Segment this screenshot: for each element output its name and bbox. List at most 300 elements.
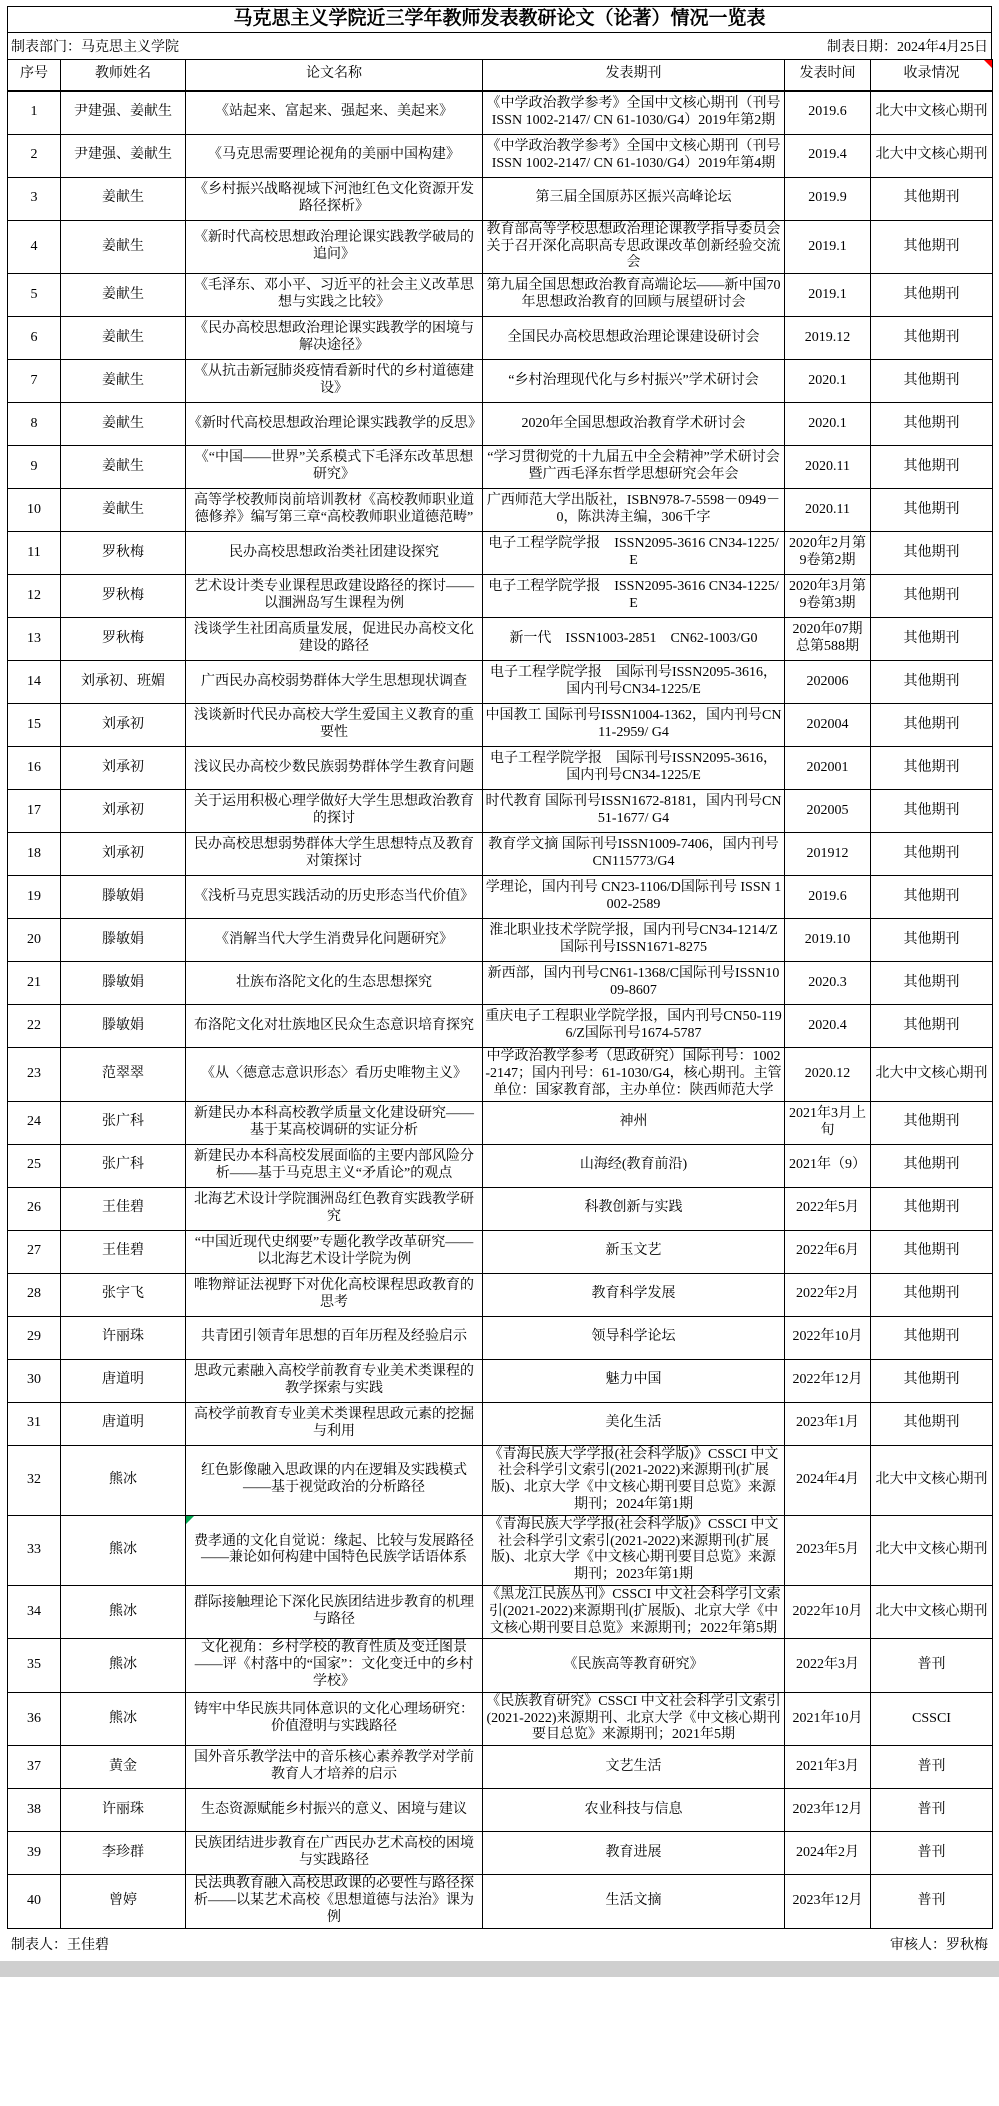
cell-index-status: 其他期刊 <box>871 360 993 403</box>
cell-publish-date: 2019.10 <box>785 919 871 962</box>
cell-paper-title: 《毛泽东、邓小平、习近平的社会主义改革思想与实践之比较》 <box>186 274 483 317</box>
cell-paper-title: 布洛陀文化对壮族地区民众生态意识培育探究 <box>186 1005 483 1048</box>
cell-index: 27 <box>8 1230 61 1273</box>
table-row <box>8 1875 993 1928</box>
cell-index: 8 <box>8 403 61 446</box>
cell-paper-title: 艺术设计类专业课程思政建设路径的探讨——以涠洲岛写生课程为例 <box>186 575 483 618</box>
cell-journal: 文艺生活 <box>483 1746 785 1789</box>
table-row <box>8 1586 993 1639</box>
cell-teacher-name: 张广科 <box>61 1101 186 1144</box>
cell-publish-date: 2022年10月 <box>785 1586 871 1639</box>
cell-teacher-name: 唐道明 <box>61 1359 186 1402</box>
cell-index-status: 北大中文核心期刊 <box>871 91 993 135</box>
table-row <box>8 446 993 489</box>
cell-index-status: CSSCI <box>871 1692 993 1745</box>
cell-teacher-name: 姜献生 <box>61 360 186 403</box>
cell-teacher-name: 范翠翠 <box>61 1048 186 1101</box>
cell-index-status: 北大中文核心期刊 <box>871 1048 993 1101</box>
header-row <box>8 59 993 91</box>
cell-teacher-name: 刘承初、班媚 <box>61 661 186 704</box>
cell-publish-date: 2020.12 <box>785 1048 871 1101</box>
cell-journal: 电子工程学院学报 ISSN2095-3616 CN34-1225/E <box>483 532 785 575</box>
cell-journal: 新一代 ISSN1003-2851 CN62-1003/G0 <box>483 618 785 661</box>
cell-index-status: 其他期刊 <box>871 1144 993 1187</box>
cell-paper-title: 《从〈德意志意识形态〉看历史唯物主义》 <box>186 1048 483 1101</box>
cell-index: 30 <box>8 1359 61 1402</box>
cell-publish-date: 2020.11 <box>785 446 871 489</box>
cell-publish-date: 2022年2月 <box>785 1273 871 1316</box>
cell-index-status: 其他期刊 <box>871 1359 993 1402</box>
table-row <box>8 1789 993 1832</box>
reviewer-label: 审核人：罗秋梅 <box>890 1937 988 1953</box>
cell-index-status: 普刊 <box>871 1746 993 1789</box>
column-header-journal: 发表期刊 <box>483 59 785 91</box>
cell-teacher-name: 罗秋梅 <box>61 575 186 618</box>
cell-index: 18 <box>8 833 61 876</box>
cell-publish-date: 2021年10月 <box>785 1692 871 1745</box>
cell-index: 4 <box>8 220 61 273</box>
table-row <box>8 790 993 833</box>
cell-journal: 农业科技与信息 <box>483 1789 785 1832</box>
cell-journal: 教育学文摘 国际刊号ISSN1009-7406，国内刊号CN115773/G4 <box>483 833 785 876</box>
cell-index: 10 <box>8 489 61 532</box>
cell-paper-title: 共青团引领青年思想的百年历程及经验启示 <box>186 1316 483 1359</box>
cell-index: 19 <box>8 876 61 919</box>
cell-index: 5 <box>8 274 61 317</box>
footer-bar <box>7 1929 992 1961</box>
table-row <box>8 1005 993 1048</box>
cell-journal: 电子工程学院学报 ISSN2095-3616 CN34-1225/E <box>483 575 785 618</box>
cell-index-status: 其他期刊 <box>871 575 993 618</box>
cell-paper-title: 《乡村振兴战略视域下河池红色文化资源开发路径探析》 <box>186 177 483 220</box>
cell-publish-date: 2022年12月 <box>785 1359 871 1402</box>
cell-publish-date: 2021年3月 <box>785 1746 871 1789</box>
table-row <box>8 360 993 403</box>
cell-index: 39 <box>8 1832 61 1875</box>
cell-index: 6 <box>8 317 61 360</box>
table-row <box>8 274 993 317</box>
cell-index: 7 <box>8 360 61 403</box>
cell-paper-title: 民办高校思想弱势群体大学生思想特点及教育对策探讨 <box>186 833 483 876</box>
cell-journal: 学理论，国内刊号 CN23-1106/D国际刊号 ISSN 1002-2589 <box>483 876 785 919</box>
cell-index: 3 <box>8 177 61 220</box>
cell-publish-date: 2023年1月 <box>785 1402 871 1445</box>
cell-paper-title: 高等学校教师岗前培训教材《高校教师职业道德修养》编写第三章“高校教师职业道德范畴” <box>186 489 483 532</box>
cell-index: 12 <box>8 575 61 618</box>
cell-index: 32 <box>8 1445 61 1515</box>
table-row <box>8 919 993 962</box>
cell-index-status: 其他期刊 <box>871 1187 993 1230</box>
cell-publish-date: 2022年10月 <box>785 1316 871 1359</box>
cell-publish-date: 201912 <box>785 833 871 876</box>
cell-index-status: 普刊 <box>871 1639 993 1692</box>
table-row <box>8 1359 993 1402</box>
cell-teacher-name: 罗秋梅 <box>61 618 186 661</box>
cell-teacher-name: 许丽珠 <box>61 1789 186 1832</box>
cell-teacher-name: 尹建强、姜献生 <box>61 91 186 135</box>
cell-journal: 《民族高等教育研究》 <box>483 1639 785 1692</box>
table-row <box>8 1445 993 1515</box>
cell-publish-date: 2020.4 <box>785 1005 871 1048</box>
cell-index: 26 <box>8 1187 61 1230</box>
cell-index: 31 <box>8 1402 61 1445</box>
cell-journal: 第三届全国原苏区振兴高峰论坛 <box>483 177 785 220</box>
cell-publish-date: 2024年4月 <box>785 1445 871 1515</box>
comment-red-triangle-icon <box>984 60 992 68</box>
cell-journal: 《中学政治教学参考》全国中文核心期刊（刊号ISSN 1002-2147/ CN 61-1030/G4）2019年第2期 <box>483 91 785 135</box>
cell-paper-title: 红色影像融入思政课的内在逻辑及实践模式——基于视觉政治的分析路径 <box>186 1445 483 1515</box>
table-row <box>8 1639 993 1692</box>
cell-paper-title: 浅谈学生社团高质量发展，促进民办高校文化建设的路径 <box>186 618 483 661</box>
cell-index-status: 其他期刊 <box>871 919 993 962</box>
cell-index-status: 其他期刊 <box>871 317 993 360</box>
cell-journal: 《中学政治教学参考》全国中文核心期刊（刊号ISSN 1002-2147/ CN 61-1030/G4）2019年第4期 <box>483 134 785 177</box>
cell-paper-title: 新建民办本科高校发展面临的主要内部风险分析——基于马克思主义“矛盾论”的观点 <box>186 1144 483 1187</box>
cell-paper-title: 文化视角：乡村学校的教育性质及变迁图景——评《村落中的“国家”：文化变迁中的乡村学校》 <box>186 1639 483 1692</box>
dept-label: 制表部门：马克思主义学院 <box>11 39 179 55</box>
cell-publish-date: 2020年07期总第588期 <box>785 618 871 661</box>
cell-index-status: 其他期刊 <box>871 177 993 220</box>
cell-paper-title: 广西民办高校弱势群体大学生思想现状调查 <box>186 661 483 704</box>
table-row <box>8 1187 993 1230</box>
cell-journal: 《青海民族大学学报(社会科学版)》CSSCI 中文社会科学引文索引(2021-2022)来源期刊(扩展版)、北京大学《中文核心期刊要目总览》来源期刊；2023年第1期 <box>483 1515 785 1585</box>
cell-teacher-name: 滕敏娟 <box>61 962 186 1005</box>
cell-index-status: 其他期刊 <box>871 1316 993 1359</box>
cell-publish-date: 2022年5月 <box>785 1187 871 1230</box>
cell-teacher-name: 王佳碧 <box>61 1230 186 1273</box>
table-row <box>8 1832 993 1875</box>
cell-teacher-name: 滕敏娟 <box>61 876 186 919</box>
cell-teacher-name: 刘承初 <box>61 747 186 790</box>
cell-paper-title: 《马克思需要理论视角的美丽中国构建》 <box>186 134 483 177</box>
cell-index-status: 普刊 <box>871 1832 993 1875</box>
cell-index: 17 <box>8 790 61 833</box>
cell-publish-date: 2020.1 <box>785 403 871 446</box>
cell-index: 33 <box>8 1515 61 1585</box>
cell-publish-date: 2019.12 <box>785 317 871 360</box>
table-row <box>8 1402 993 1445</box>
cell-teacher-name: 刘承初 <box>61 790 186 833</box>
cell-index: 38 <box>8 1789 61 1832</box>
cell-index: 13 <box>8 618 61 661</box>
cell-paper-title: “中国近现代史纲要”专题化教学改革研究——以北海艺术设计学院为例 <box>186 1230 483 1273</box>
preparer-label: 制表人：王佳碧 <box>11 1937 109 1953</box>
cell-index-status: 北大中文核心期刊 <box>871 1445 993 1515</box>
cell-index: 16 <box>8 747 61 790</box>
cell-paper-title: 民族团结进步教育在广西民办艺术高校的困境与实践路径 <box>186 1832 483 1875</box>
cell-index-status: 普刊 <box>871 1875 993 1928</box>
cell-index-status: 其他期刊 <box>871 274 993 317</box>
cell-index-status: 普刊 <box>871 1789 993 1832</box>
cell-teacher-name: 黄金 <box>61 1746 186 1789</box>
cell-publish-date: 202004 <box>785 704 871 747</box>
cell-publish-date: 202001 <box>785 747 871 790</box>
table-body <box>8 91 993 1928</box>
table-row <box>8 1273 993 1316</box>
cell-teacher-name: 姜献生 <box>61 317 186 360</box>
cell-journal: 电子工程学院学报 国际刊号ISSN2095-3616，国内刊号CN34-1225/E <box>483 747 785 790</box>
cell-journal: 《青海民族大学学报(社会科学版)》CSSCI 中文社会科学引文索引(2021-2022)来源期刊(扩展版)、北京大学《中文核心期刊要目总览》来源期刊；2024年第1期 <box>483 1445 785 1515</box>
table-header-row <box>8 59 993 91</box>
cell-publish-date: 2022年3月 <box>785 1639 871 1692</box>
cell-index: 22 <box>8 1005 61 1048</box>
cell-publish-date: 2020.3 <box>785 962 871 1005</box>
cell-paper-title: 群际接触理论下深化民族团结进步教育的机理与路径 <box>186 1586 483 1639</box>
cell-index: 14 <box>8 661 61 704</box>
date-label: 制表日期：2024年4月25日 <box>827 39 988 55</box>
cell-index: 28 <box>8 1273 61 1316</box>
table-row <box>8 1048 993 1101</box>
cell-journal: 2020年全国思想政治教育学术研讨会 <box>483 403 785 446</box>
column-header-index-status: 收录情况 <box>871 59 993 91</box>
cell-index-status: 其他期刊 <box>871 220 993 273</box>
cell-journal: 魅力中国 <box>483 1359 785 1402</box>
cell-index: 15 <box>8 704 61 747</box>
table-row <box>8 317 993 360</box>
table-row <box>8 661 993 704</box>
cell-publish-date: 202006 <box>785 661 871 704</box>
cell-journal: 神州 <box>483 1101 785 1144</box>
meta-bar <box>7 33 992 60</box>
cell-publish-date: 2023年12月 <box>785 1789 871 1832</box>
table-row <box>8 134 993 177</box>
cell-index-status: 其他期刊 <box>871 962 993 1005</box>
cell-journal: 中学政治教学参考（思政研究）国际刊号：1002-2147；国内刊号：61-1030/G4，核心期刊。主管单位：国家教育部，主办单位：陕西师范大学 <box>483 1048 785 1101</box>
cell-paper-title: 国外音乐教学法中的音乐核心素养教学对学前教育人才培养的启示 <box>186 1746 483 1789</box>
publications-table <box>7 59 993 1929</box>
cell-teacher-name: 刘承初 <box>61 704 186 747</box>
cell-teacher-name: 王佳碧 <box>61 1187 186 1230</box>
cell-index: 23 <box>8 1048 61 1101</box>
cell-index: 1 <box>8 91 61 135</box>
table-row <box>8 403 993 446</box>
cell-teacher-name: 熊冰 <box>61 1445 186 1515</box>
table-row <box>8 1746 993 1789</box>
cell-index-status: 其他期刊 <box>871 876 993 919</box>
cell-index-status: 其他期刊 <box>871 618 993 661</box>
cell-index-status: 其他期刊 <box>871 833 993 876</box>
cell-teacher-name: 张宇飞 <box>61 1273 186 1316</box>
cell-journal: 重庆电子工程职业学院学报，国内刊号CN50-1196/Z国际刊号1674-5787 <box>483 1005 785 1048</box>
column-header-publish-date: 发表时间 <box>785 59 871 91</box>
table-row <box>8 1230 993 1273</box>
cell-journal: 电子工程学院学报 国际刊号ISSN2095-3616，国内刊号CN34-1225/E <box>483 661 785 704</box>
table-row <box>8 532 993 575</box>
cell-teacher-name: 姜献生 <box>61 220 186 273</box>
cell-paper-title: 高校学前教育专业美术类课程思政元素的挖掘与利用 <box>186 1402 483 1445</box>
table-row <box>8 1692 993 1745</box>
cell-publish-date: 2020年2月第9卷第2期 <box>785 532 871 575</box>
cell-index-status: 其他期刊 <box>871 790 993 833</box>
cell-paper-title: 铸牢中华民族共同体意识的文化心理场研究：价值澄明与实践路径 <box>186 1692 483 1745</box>
cell-index: 29 <box>8 1316 61 1359</box>
cell-paper-title: 壮族布洛陀文化的生态思想探究 <box>186 962 483 1005</box>
cell-journal: 中国教工 国际刊号ISSN1004-1362，国内刊号CN11-2959/ G4 <box>483 704 785 747</box>
cell-teacher-name: 罗秋梅 <box>61 532 186 575</box>
column-header-index: 序号 <box>8 59 61 91</box>
cell-publish-date: 2019.1 <box>785 220 871 273</box>
cell-teacher-name: 姜献生 <box>61 274 186 317</box>
cell-index-status: 北大中文核心期刊 <box>871 134 993 177</box>
cell-journal: 生活文摘 <box>483 1875 785 1928</box>
table-row <box>8 618 993 661</box>
cell-publish-date: 2019.1 <box>785 274 871 317</box>
cell-paper-title: 民法典教育融入高校思政课的必要性与路径探析——以某艺术高校《思想道德与法治》课为例 <box>186 1875 483 1928</box>
cell-publish-date: 2021年（9） <box>785 1144 871 1187</box>
cell-journal: 科教创新与实践 <box>483 1187 785 1230</box>
table-row <box>8 91 993 135</box>
cell-index-status: 其他期刊 <box>871 1402 993 1445</box>
cell-index: 40 <box>8 1875 61 1928</box>
cell-paper-title: 浅谈新时代民办高校大学生爱国主义教育的重要性 <box>186 704 483 747</box>
table-row <box>8 177 993 220</box>
column-header-paper-title: 论文名称 <box>186 59 483 91</box>
cell-index-status: 其他期刊 <box>871 661 993 704</box>
cell-journal: 《民族教育研究》CSSCI 中文社会科学引文索引(2021-2022)来源期刊、北京大学《中文核心期刊要目总览》来源期刊；2021年5期 <box>483 1692 785 1745</box>
cell-index-status: 其他期刊 <box>871 747 993 790</box>
cell-teacher-name: 刘承初 <box>61 833 186 876</box>
table-row <box>8 1144 993 1187</box>
cell-publish-date: 2024年2月 <box>785 1832 871 1875</box>
cell-index: 21 <box>8 962 61 1005</box>
cell-teacher-name: 姜献生 <box>61 177 186 220</box>
cell-index: 34 <box>8 1586 61 1639</box>
cell-publish-date: 2019.6 <box>785 91 871 135</box>
cell-journal: 教育部高等学校思想政治理论课教学指导委员会关于召开深化高职高专思政课改革创新经验交流会 <box>483 220 785 273</box>
cell-journal: 领导科学论坛 <box>483 1316 785 1359</box>
cell-journal: 美化生活 <box>483 1402 785 1445</box>
cell-index: 35 <box>8 1639 61 1692</box>
cell-teacher-name: 熊冰 <box>61 1586 186 1639</box>
cell-paper-title: 《站起来、富起来、强起来、美起来》 <box>186 91 483 135</box>
cell-journal: “乡村治理现代化与乡村振兴”学术研讨会 <box>483 360 785 403</box>
cell-teacher-name: 许丽珠 <box>61 1316 186 1359</box>
cell-paper-title: 《浅析马克思实践活动的历史形态当代价值》 <box>186 876 483 919</box>
cell-publish-date: 2021年3月上旬 <box>785 1101 871 1144</box>
cell-paper-title: 《新时代高校思想政治理论课实践教学的反思》 <box>186 403 483 446</box>
cell-index-status: 北大中文核心期刊 <box>871 1515 993 1585</box>
cell-journal: “学习贯彻党的十九届五中全会精神”学术研讨会暨广西毛泽东哲学思想研究会年会 <box>483 446 785 489</box>
table-row <box>8 876 993 919</box>
cell-publish-date: 2020年3月第9卷第3期 <box>785 575 871 618</box>
table-row <box>8 1316 993 1359</box>
cell-publish-date: 2019.9 <box>785 177 871 220</box>
cell-index: 20 <box>8 919 61 962</box>
cell-publish-date: 2020.1 <box>785 360 871 403</box>
cell-index-status: 其他期刊 <box>871 704 993 747</box>
cell-index-status: 其他期刊 <box>871 446 993 489</box>
page-title: 马克思主义学院近三学年教师发表教研论文（论著）情况一览表 <box>7 6 992 33</box>
cell-journal: 全国民办高校思想政治理论课建设研讨会 <box>483 317 785 360</box>
cell-teacher-name: 熊冰 <box>61 1692 186 1745</box>
cell-publish-date: 2022年6月 <box>785 1230 871 1273</box>
table-row <box>8 747 993 790</box>
cell-journal: 《黑龙江民族丛刊》CSSCI 中文社会科学引文索引(2021-2022)来源期刊(扩展版)、北京大学《中文核心期刊要目总览》来源期刊；2022年第5期 <box>483 1586 785 1639</box>
table-row <box>8 575 993 618</box>
cell-paper-title: 《消解当代大学生消费异化问题研究》 <box>186 919 483 962</box>
cell-journal: 时代教育 国际刊号ISSN1672-8181，国内刊号CN51-1677/ G4 <box>483 790 785 833</box>
table-row <box>8 704 993 747</box>
cell-teacher-name: 熊冰 <box>61 1639 186 1692</box>
cell-paper-title: 新建民办本科高校教学质量文化建设研究——基于某高校调研的实证分析 <box>186 1101 483 1144</box>
cell-teacher-name: 姜献生 <box>61 403 186 446</box>
cell-journal: 新玉文艺 <box>483 1230 785 1273</box>
cell-teacher-name: 尹建强、姜献生 <box>61 134 186 177</box>
cell-index: 11 <box>8 532 61 575</box>
cell-paper-title: 《新时代高校思想政治理论课实践教学破局的追问》 <box>186 220 483 273</box>
cell-index-status: 其他期刊 <box>871 1101 993 1144</box>
cell-teacher-name: 张广科 <box>61 1144 186 1187</box>
cell-index: 25 <box>8 1144 61 1187</box>
cell-teacher-name: 滕敏娟 <box>61 919 186 962</box>
cell-paper-title: 民办高校思想政治类社团建设探究 <box>186 532 483 575</box>
cell-paper-title: 思政元素融入高校学前教育专业美术类课程的教学探索与实践 <box>186 1359 483 1402</box>
cell-teacher-name: 唐道明 <box>61 1402 186 1445</box>
cell-journal: 广西师范大学出版社，ISBN978-7-5598－0949－0，陈洪涛主编，306千字 <box>483 489 785 532</box>
cell-paper-title: 关于运用积极心理学做好大学生思想政治教育的探讨 <box>186 790 483 833</box>
cell-index: 24 <box>8 1101 61 1144</box>
table-row <box>8 1101 993 1144</box>
cell-publish-date: 2020.11 <box>785 489 871 532</box>
cell-index-status: 其他期刊 <box>871 403 993 446</box>
table-row <box>8 962 993 1005</box>
cell-paper-title: 唯物辩证法视野下对优化高校课程思政教育的思考 <box>186 1273 483 1316</box>
cell-paper-title: 《从抗击新冠肺炎疫情看新时代的乡村道德建设》 <box>186 360 483 403</box>
cell-teacher-name: 曾婷 <box>61 1875 186 1928</box>
cell-paper-title: 费孝通的文化自觉说：缘起、比较与发展路径——兼论如何构建中国特色民族学话语体系 <box>186 1515 483 1585</box>
cell-publish-date: 2019.4 <box>785 134 871 177</box>
cell-paper-title: 北海艺术设计学院涠洲岛红色教育实践教学研究 <box>186 1187 483 1230</box>
cell-index-status: 其他期刊 <box>871 1230 993 1273</box>
cell-index: 36 <box>8 1692 61 1745</box>
cell-journal: 第九届全国思想政治教育高端论坛——新中国70年思想政治教育的回顾与展望研讨会 <box>483 274 785 317</box>
comment-green-triangle-icon <box>186 1516 194 1524</box>
cell-teacher-name: 李珍群 <box>61 1832 186 1875</box>
cell-teacher-name: 姜献生 <box>61 446 186 489</box>
cell-teacher-name: 滕敏娟 <box>61 1005 186 1048</box>
bottom-strip <box>0 1961 999 1977</box>
cell-journal: 教育进展 <box>483 1832 785 1875</box>
cell-journal: 教育科学发展 <box>483 1273 785 1316</box>
cell-index: 37 <box>8 1746 61 1789</box>
cell-index-status: 其他期刊 <box>871 1005 993 1048</box>
cell-index: 2 <box>8 134 61 177</box>
cell-publish-date: 2023年12月 <box>785 1875 871 1928</box>
cell-journal: 淮北职业技术学院学报，国内刊号CN34-1214/Z国际刊号ISSN1671-8275 <box>483 919 785 962</box>
cell-paper-title: 《“中国——世界”关系模式下毛泽东改革思想研究》 <box>186 446 483 489</box>
cell-journal: 新西部，国内刊号CN61-1368/C国际刊号ISSN1009-8607 <box>483 962 785 1005</box>
cell-publish-date: 2019.6 <box>785 876 871 919</box>
cell-index-status: 其他期刊 <box>871 532 993 575</box>
cell-teacher-name: 熊冰 <box>61 1515 186 1585</box>
cell-publish-date: 202005 <box>785 790 871 833</box>
cell-index-status: 北大中文核心期刊 <box>871 1586 993 1639</box>
table-row <box>8 1515 993 1585</box>
column-header-teacher-name: 教师姓名 <box>61 59 186 91</box>
cell-index: 9 <box>8 446 61 489</box>
cell-paper-title: 生态资源赋能乡村振兴的意义、困境与建议 <box>186 1789 483 1832</box>
table-row <box>8 489 993 532</box>
table-row <box>8 220 993 273</box>
cell-teacher-name: 姜献生 <box>61 489 186 532</box>
cell-paper-title: 浅议民办高校少数民族弱势群体学生教育问题 <box>186 747 483 790</box>
cell-paper-title: 《民办高校思想政治理论课实践教学的困境与解决途径》 <box>186 317 483 360</box>
cell-journal: 山海经(教育前沿) <box>483 1144 785 1187</box>
table-row <box>8 833 993 876</box>
cell-index-status: 其他期刊 <box>871 1273 993 1316</box>
cell-publish-date: 2023年5月 <box>785 1515 871 1585</box>
cell-index-status: 其他期刊 <box>871 489 993 532</box>
